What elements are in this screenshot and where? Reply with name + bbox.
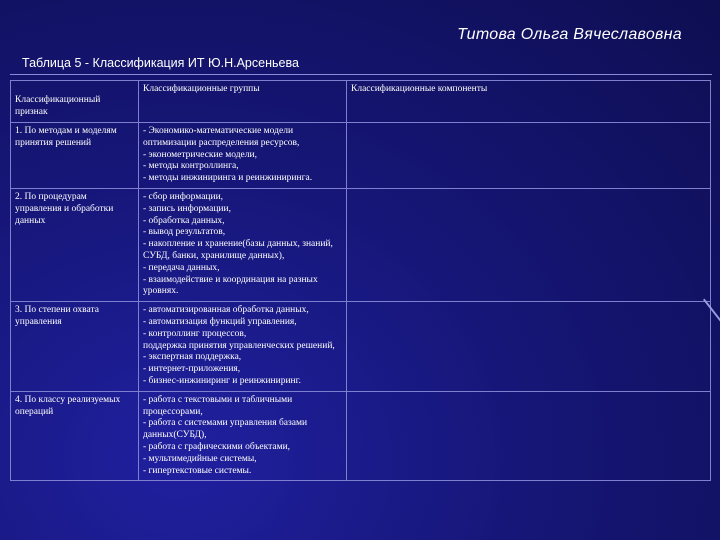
author-name: Титова Ольга Вячеславовна	[457, 26, 682, 43]
header-groups: Классификационные группы	[139, 81, 347, 123]
group-item: поддержка принятия управленческих решений,	[143, 340, 335, 351]
group-item: - методы инжиниринга и реинжиниринга.	[143, 173, 313, 184]
row-components	[347, 391, 711, 481]
group-item: - интернет-приложения,	[143, 364, 241, 375]
group-item: - работа с текстовыми и табличными процессорами,	[143, 394, 293, 417]
row-groups	[139, 302, 347, 392]
table-header-row	[11, 81, 711, 123]
group-item: - Экономико-математические модели оптимизации распределения ресурсов,	[143, 126, 300, 148]
group-item: - контроллинг процессов,	[143, 328, 247, 339]
group-item: - автоматизированная обработка данных,	[143, 305, 309, 316]
group-item: - эконометрические модели,	[143, 149, 257, 160]
group-item: - автоматизация функций управления,	[143, 316, 297, 327]
caption-divider	[10, 74, 712, 75]
group-item: - работа с системами управления базами данных(СУБД),	[143, 418, 308, 441]
group-item: - бизнес-инжиниринг и реинжиниринг.	[143, 375, 301, 386]
row-attribute: 2. По процедурам управления и обработки данных	[11, 188, 139, 301]
group-item: - передача данных,	[143, 262, 220, 273]
group-item: - методы контроллинга,	[143, 161, 239, 172]
table-row	[11, 302, 711, 392]
group-item: - накопление и хранение(базы данных, знаний, СУБД, банки, хранилище данных),	[143, 239, 333, 261]
classification-table	[10, 80, 711, 481]
table-row	[11, 188, 711, 301]
row-groups	[139, 188, 347, 301]
table-row	[11, 391, 711, 481]
table-caption: Таблица 5 - Классификация ИТ Ю.Н.Арсеньева	[22, 56, 299, 70]
row-attribute: 3. По степени охвата управления	[11, 302, 139, 392]
row-attribute: 4. По классу реализуемых операций	[11, 391, 139, 481]
row-components	[347, 302, 711, 392]
table-row	[11, 123, 711, 189]
group-item: - вывод результатов,	[143, 227, 226, 238]
group-item: - мультимедийные системы,	[143, 453, 257, 464]
group-item: - взаимодействие и координация на разных уровнях.	[143, 274, 318, 297]
header-components: Классификационные компоненты	[347, 81, 711, 123]
row-groups	[139, 123, 347, 189]
group-item: - запись информации,	[143, 203, 231, 214]
group-item: - обработка данных,	[143, 215, 225, 226]
row-components	[347, 123, 711, 189]
group-item: - сбор информации,	[143, 191, 224, 202]
group-item: - работа с графическими объектами,	[143, 441, 291, 452]
row-components	[347, 188, 711, 301]
group-item: - гипертекстовые системы.	[143, 465, 252, 476]
header-attribute: Классификационный признак	[11, 81, 139, 123]
group-item: - экспертная поддержка,	[143, 352, 242, 363]
row-attribute: 1. По методам и моделям принятия решений	[11, 123, 139, 189]
row-groups	[139, 391, 347, 481]
